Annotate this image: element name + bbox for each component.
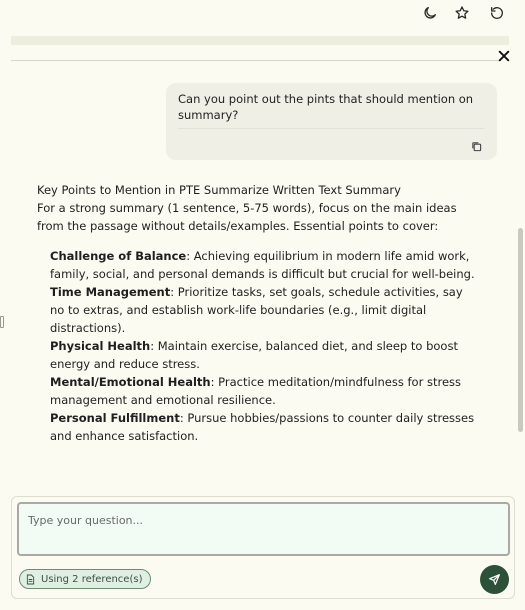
question-input[interactable]	[19, 504, 508, 554]
answer-intro: For a strong summary (1 sentence, 5-75 words), focus on the main ideas from the passage without details/examples. Essential points to cover:	[37, 201, 457, 233]
list-item	[50, 373, 477, 409]
copy-icon[interactable]	[470, 140, 482, 152]
scrollbar-thumb[interactable]	[518, 228, 523, 432]
assistant-answer	[37, 181, 477, 445]
send-button[interactable]	[480, 565, 509, 594]
references-label: Using 2 reference(s)	[41, 573, 143, 585]
point-text: : Maintain exercise, balanced diet, and sleep to boost energy and reduce stress.	[50, 339, 458, 371]
point-label: Mental/Emotional Health	[50, 375, 211, 389]
composer	[11, 496, 515, 599]
point-label: Challenge of Balance	[50, 249, 187, 263]
question-input-wrapper	[17, 502, 510, 556]
point-label: Physical Health	[50, 339, 151, 353]
point-text: : Prioritize tasks, set goals, schedule activities, say no to extras, and establish work-life boundaries (e.g., limit digital distractions).	[50, 285, 463, 335]
close-icon[interactable]	[497, 49, 511, 63]
point-text: : Achieving equilibrium in modern life amid work, family, social, and personal demands is difficult but crucial for well-being.	[50, 249, 475, 281]
panel-header-band	[11, 36, 509, 45]
answer-title: Key Points to Mention in PTE Summarize Written Text Summary	[37, 183, 401, 197]
refresh-icon[interactable]	[488, 4, 506, 22]
resize-handle[interactable]	[0, 316, 4, 328]
list-item	[50, 409, 477, 445]
top-toolbar	[0, 0, 525, 36]
panel-divider	[11, 60, 501, 61]
point-text: : Pursue hobbies/passions to counter daily stresses and enhance satisfaction.	[50, 411, 475, 443]
list-item	[50, 337, 477, 373]
point-label: Personal Fulfillment	[50, 411, 180, 425]
user-message-bubble	[166, 83, 497, 160]
document-icon	[26, 574, 35, 585]
user-message-text: Can you point out the pints that should mention on summary?	[178, 92, 474, 122]
answer-points-list	[37, 247, 477, 445]
list-item	[50, 247, 477, 283]
point-text: : Practice meditation/mindfulness for stress management and emotional resilience.	[50, 375, 461, 407]
references-chip[interactable]	[19, 569, 151, 589]
list-item	[50, 283, 477, 337]
point-label: Time Management	[50, 285, 171, 299]
send-icon	[488, 573, 501, 586]
message-separator	[178, 128, 484, 129]
moon-icon[interactable]	[421, 4, 439, 22]
star-icon[interactable]	[453, 4, 471, 22]
